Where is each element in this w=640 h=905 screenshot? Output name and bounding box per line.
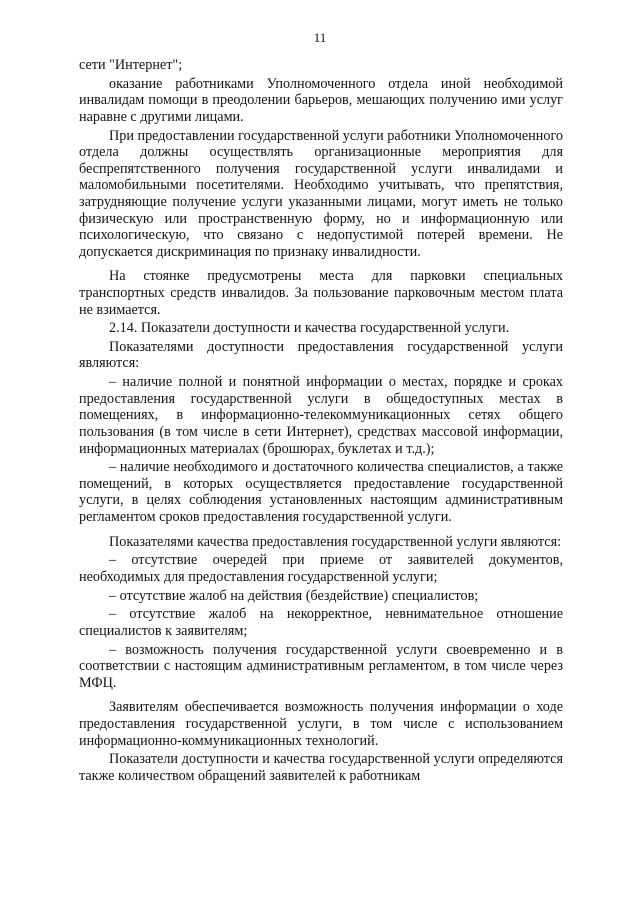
list-item-no-queues: – отсутствие очередей при приеме от заявителей документов, необходимых для предоставления государственной услуги; <box>79 552 563 585</box>
paragraph-information-access: Заявителям обеспечивается возможность получения информации о ходе предоставления государственной услуги, в том числе с использованием информационно-коммуникационных технологий. <box>79 699 563 749</box>
list-item-timely-service: – возможность получения государственной услуги своевременно и в соответствии с настоящим административным регламентом, в том числе через МФЦ. <box>79 641 563 691</box>
list-item-no-complaints-actions: – отсутствие жалоб на действия (бездействие) специалистов; <box>109 587 479 604</box>
document-body <box>79 57 563 784</box>
list-item-information: – наличие полной и понятной информации о местах, порядке и сроках предоставления государственной услуги в общедоступных местах в помещениях, в информационно-телекоммуникационных сетях общего пользования (в том числе в сети Интернет), средствах массовой информации, информационных материалах (брошюрах, буклетах и т.д.); <box>79 374 563 457</box>
paragraph-organizational-measures: При предоставлении государственной услуги работники Уполномоченного отдела должны осуществлять организационные мероприятия для беспрепятственного получения государственной услуги инвалидами и маломобильными посетителями. Необходимо учитывать, что препятствия, затрудняющие получение услуги указанными лицами, могут иметь не только физическую или пространственную форму, но и информационную или психологическую, что связано с недопустимой потерей времени. Не допускается дискриминация по признаку инвалидности. <box>79 127 564 260</box>
list-item-staff-and-premises: – наличие необходимого и достаточного количества специалистов, а также помещений, в которых осуществляется предоставление государственной услуги, в целях соблюдения установленных настоящим административным регламентом сроков предоставления государственной услуги. <box>79 459 563 525</box>
paragraph-internet-end: сети "Интернет"; <box>79 57 183 73</box>
list-item-no-complaints-attitude: – отсутствие жалоб на некорректное, невнимательное отношение специалистов к заявителям; <box>79 606 563 639</box>
page-number: 11 <box>313 30 327 45</box>
paragraph-assistance: оказание работниками Уполномоченного отдела иной необходимой инвалидам помощи в преодолении барьеров, мешающих получению ими услуг наравне с другими лицами. <box>79 75 563 125</box>
paragraph-indicators-continued: Показатели доступности и качества государственной услуги определяются также количеством обращений заявителей к работникам <box>79 751 563 784</box>
paragraph-quality-indicators: Показателями качества предоставления государственной услуги являются: <box>109 533 562 550</box>
paragraph-parking: На стоянке предусмотрены места для парковки специальных транспортных средств инвалидов. За пользование парковочным местом плата не взимается. <box>79 268 563 318</box>
paragraph-accessibility-indicators: Показателями доступности предоставления государственной услуги являются: <box>79 338 563 372</box>
section-heading-2-14: 2.14. Показатели доступности и качества государственной услуги. <box>109 320 510 337</box>
